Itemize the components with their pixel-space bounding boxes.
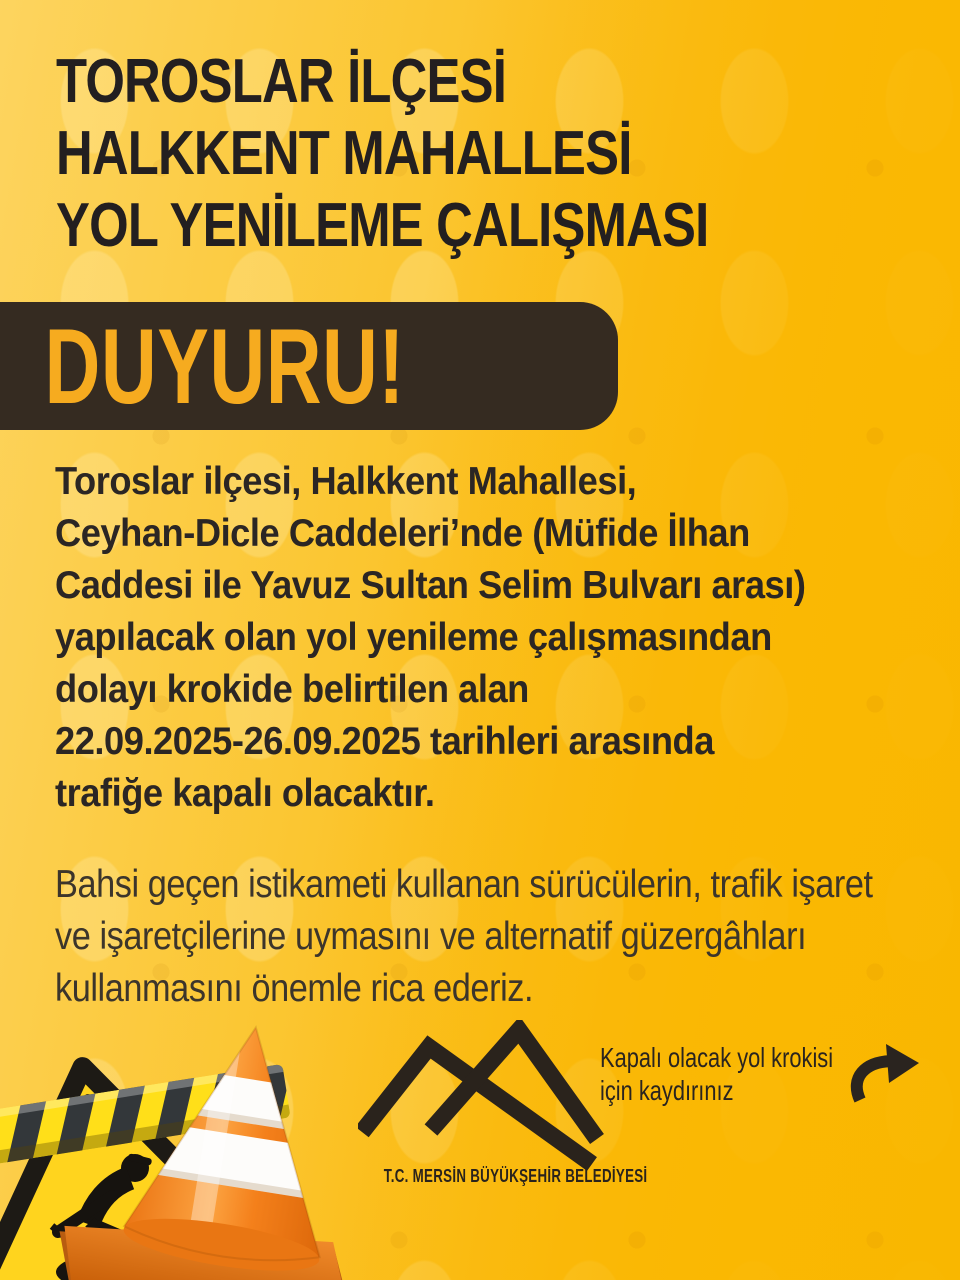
closure-description	[55, 456, 805, 820]
title-line-1: TOROSLAR İLÇESİ	[56, 47, 507, 116]
body-line: 22.09.2025-26.09.2025 tarihleri arasında	[55, 720, 714, 763]
swipe-hint-line-1: Kapalı olacak yol krokisi	[600, 1042, 834, 1073]
driver-advice-note	[55, 859, 873, 1015]
swipe-arrow-icon	[848, 1040, 920, 1106]
body-line: Toroslar ilçesi, Halkkent Mahallesi,	[55, 460, 637, 503]
body-line: Ceyhan-Dicle Caddeleri’nde (Müfide İlhan	[55, 512, 750, 555]
body-line: trafiğe kapalı olacaktır.	[55, 772, 435, 815]
construction-illustration	[0, 1018, 380, 1280]
poster-title	[56, 46, 708, 262]
note-line: Bahsi geçen istikameti kullanan sürücülerin, trafik işaret	[55, 863, 873, 906]
note-line: ve işaretçilerine uymasını ve alternatif güzergâhları	[55, 915, 807, 958]
announcement-banner	[0, 302, 618, 430]
swipe-hint	[600, 1041, 833, 1107]
body-line: Caddesi ile Yavuz Sultan Selim Bulvarı arası)	[55, 564, 806, 607]
announcement-label: DUYURU!	[44, 306, 405, 426]
note-line: kullanmasını önemle rica ederiz.	[55, 967, 534, 1010]
mersin-logo-icon	[358, 1020, 604, 1172]
swipe-hint-line-2: için kaydırınız	[600, 1075, 734, 1106]
body-line: yapılacak olan yol yenileme çalışmasından	[55, 616, 772, 659]
title-line-3: YOL YENİLEME ÇALIŞMASI	[56, 191, 709, 260]
municipality-name: T.C. MERSİN BÜYÜKŞEHİR BELEDİYESİ	[383, 1166, 648, 1186]
title-line-2: HALKKENT MAHALLESİ	[56, 119, 632, 188]
body-line: dolayı krokide belirtilen alan	[55, 668, 529, 711]
